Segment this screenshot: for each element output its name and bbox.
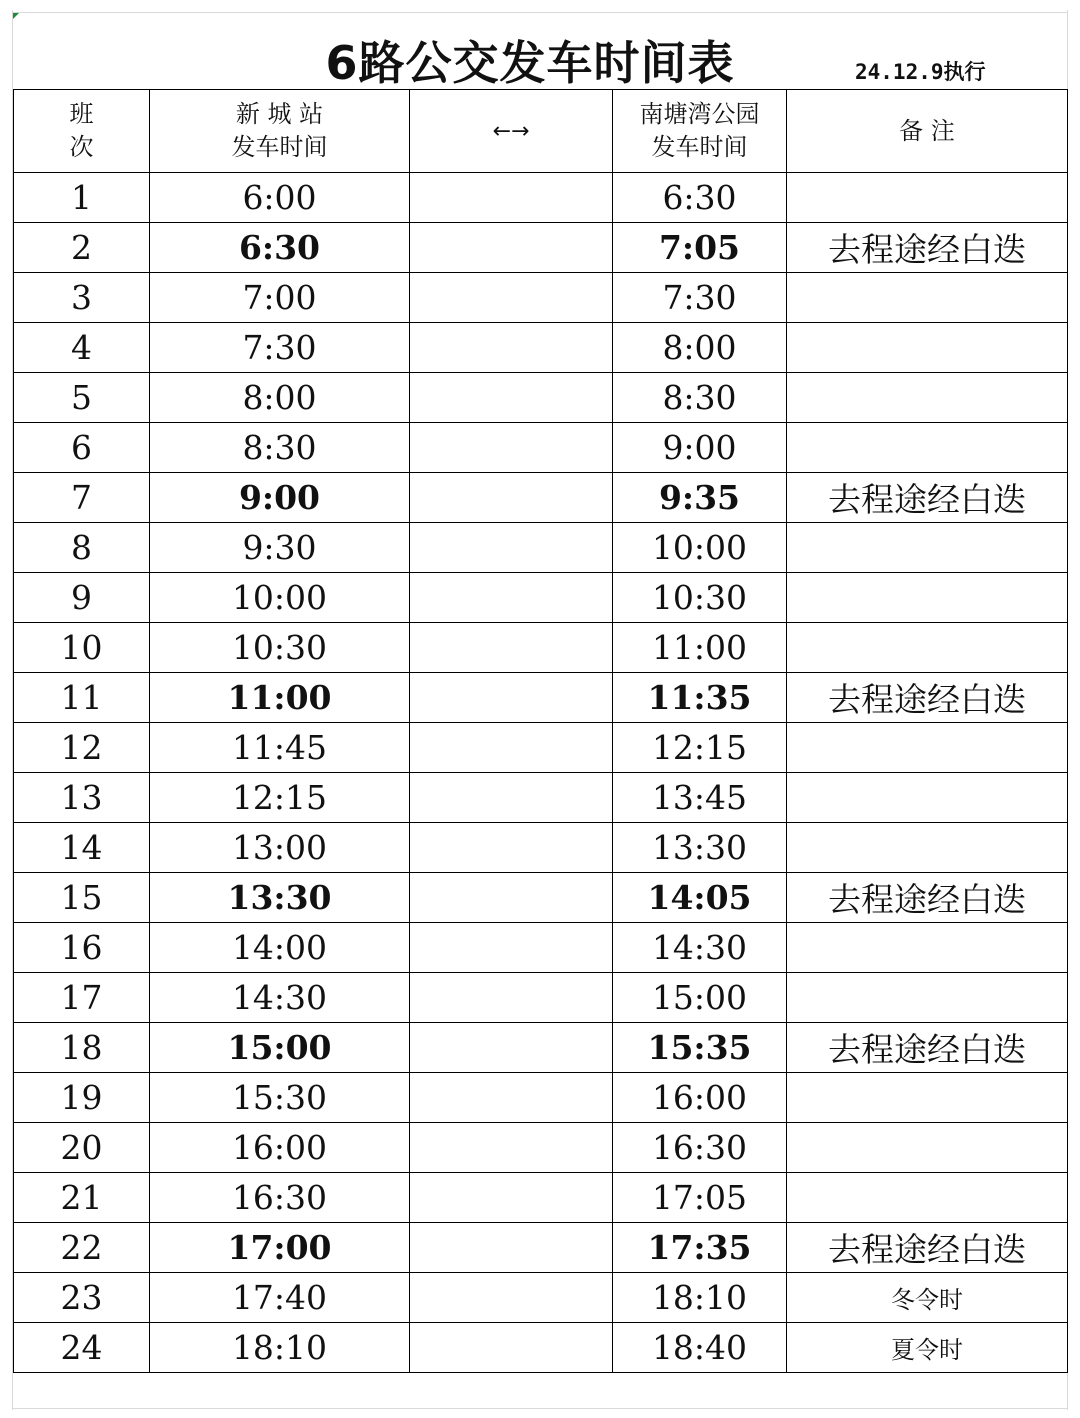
trip-number-cell: 8 [14,523,150,573]
trip-number-cell: 24 [14,1323,150,1373]
note-cell [787,623,1068,673]
return-time-cell: 7:30 [613,273,787,323]
trip-number-cell: 21 [14,1173,150,1223]
direction-cell [410,473,613,523]
trip-number-cell: 7 [14,473,150,523]
return-time-cell: 6:30 [613,173,787,223]
header-note [787,90,1068,173]
note-cell: 冬令时 [787,1273,1068,1323]
trip-number-cell: 17 [14,973,150,1023]
return-time-cell: 18:10 [613,1273,787,1323]
direction-cell [410,323,613,373]
trip-number-cell: 3 [14,273,150,323]
depart-time-cell: 16:00 [150,1123,410,1173]
trip-number-cell: 10 [14,623,150,673]
return-time-cell: 15:35 [613,1023,787,1073]
header-index [14,90,150,173]
trip-number-cell: 5 [14,373,150,423]
header-index-line1: 班 [69,100,94,128]
note-cell [787,1123,1068,1173]
trip-number-cell: 22 [14,1223,150,1273]
depart-time-cell: 9:30 [150,523,410,573]
note-cell [787,1073,1068,1123]
direction-cell [410,273,613,323]
depart-time-cell: 15:00 [150,1023,410,1073]
trip-number-cell: 18 [14,1023,150,1073]
table-row [14,773,1068,823]
return-time-cell: 12:15 [613,723,787,773]
depart-time-cell: 14:30 [150,973,410,1023]
depart-time-cell: 16:30 [150,1173,410,1223]
timetable [13,89,1068,1373]
header-from-line2: 发车时间 [231,133,328,161]
table-row [14,473,1068,523]
note-cell: 去程途经白迭 [787,1023,1068,1073]
return-time-cell: 15:00 [613,973,787,1023]
trip-number-cell: 15 [14,873,150,923]
depart-time-cell: 10:00 [150,573,410,623]
depart-time-cell: 17:00 [150,1223,410,1273]
return-time-cell: 14:05 [613,873,787,923]
header-to-line2: 发车时间 [651,133,748,161]
trip-number-cell: 12 [14,723,150,773]
depart-time-cell: 13:00 [150,823,410,873]
table-row [14,1273,1068,1323]
direction-cell [410,1073,613,1123]
direction-cell [410,223,613,273]
depart-time-cell: 9:00 [150,473,410,523]
return-time-cell: 8:30 [613,373,787,423]
note-cell: 去程途经白迭 [787,673,1068,723]
return-time-cell: 9:35 [613,473,787,523]
gridline [12,1408,1068,1409]
direction-cell [410,773,613,823]
trip-number-cell: 4 [14,323,150,373]
note-cell: 去程途经白迭 [787,223,1068,273]
table-row [14,723,1068,773]
direction-cell [410,1273,613,1323]
depart-time-cell: 6:30 [150,223,410,273]
table-row [14,873,1068,923]
gridline [12,12,1068,13]
table-row [14,1123,1068,1173]
direction-cell [410,573,613,623]
direction-cell [410,873,613,923]
table-row [14,423,1068,473]
return-time-cell: 17:05 [613,1173,787,1223]
return-time-cell: 11:35 [613,673,787,723]
note-cell [787,323,1068,373]
return-time-cell: 18:40 [613,1323,787,1373]
trip-number-cell: 11 [14,673,150,723]
return-time-cell: 9:00 [613,423,787,473]
direction-cell [410,1123,613,1173]
depart-time-cell: 13:30 [150,873,410,923]
direction-cell [410,1323,613,1373]
note-cell [787,573,1068,623]
table-row [14,573,1068,623]
return-time-cell: 16:30 [613,1123,787,1173]
table-row [14,1323,1068,1373]
header-to-line1: 南塘湾公园 [639,100,760,128]
table-row [14,1023,1068,1073]
note-cell [787,773,1068,823]
return-time-cell: 17:35 [613,1223,787,1273]
depart-time-cell: 8:00 [150,373,410,423]
note-cell [787,1173,1068,1223]
header-index-line2: 次 [69,133,94,161]
table-row [14,973,1068,1023]
note-cell [787,423,1068,473]
header-row [14,90,1068,173]
table-row [14,173,1068,223]
bidirectional-arrow-icon: ←→ [492,119,530,144]
return-time-cell: 11:00 [613,623,787,673]
table-row [14,323,1068,373]
note-cell: 去程途经白迭 [787,873,1068,923]
table-row [14,373,1068,423]
trip-number-cell: 6 [14,423,150,473]
note-cell [787,523,1068,573]
direction-cell [410,1173,613,1223]
note-cell [787,823,1068,873]
header-to-station [613,90,787,173]
note-cell [787,923,1068,973]
note-cell: 夏令时 [787,1323,1068,1373]
table-row [14,923,1068,973]
depart-time-cell: 6:00 [150,173,410,223]
table-row [14,1073,1068,1123]
note-cell [787,173,1068,223]
depart-time-cell: 17:40 [150,1273,410,1323]
depart-time-cell: 15:30 [150,1073,410,1123]
cell-corner-marker [13,13,19,19]
return-time-cell: 10:30 [613,573,787,623]
direction-cell [410,423,613,473]
depart-time-cell: 10:30 [150,623,410,673]
note-cell [787,273,1068,323]
empty-row-strip [13,1380,1067,1408]
depart-time-cell: 8:30 [150,423,410,473]
return-time-cell: 7:05 [613,223,787,273]
table-row [14,273,1068,323]
direction-cell [410,973,613,1023]
direction-cell [410,1023,613,1073]
table-row [14,673,1068,723]
note-cell [787,973,1068,1023]
direction-cell [410,723,613,773]
return-time-cell: 10:00 [613,523,787,573]
direction-cell [410,1223,613,1273]
direction-cell [410,623,613,673]
depart-time-cell: 18:10 [150,1323,410,1373]
direction-cell [410,823,613,873]
return-time-cell: 16:00 [613,1073,787,1123]
trip-number-cell: 20 [14,1123,150,1173]
trip-number-cell: 2 [14,223,150,273]
table-row [14,523,1068,573]
depart-time-cell: 7:30 [150,323,410,373]
trip-number-cell: 9 [14,573,150,623]
return-time-cell: 13:30 [613,823,787,873]
table-row [14,623,1068,673]
note-cell [787,373,1068,423]
depart-time-cell: 11:45 [150,723,410,773]
trip-number-cell: 14 [14,823,150,873]
note-cell: 去程途经白迭 [787,1223,1068,1273]
trip-number-cell: 13 [14,773,150,823]
return-time-cell: 14:30 [613,923,787,973]
direction-cell [410,373,613,423]
direction-cell [410,923,613,973]
depart-time-cell: 14:00 [150,923,410,973]
depart-time-cell: 7:00 [150,273,410,323]
direction-cell [410,673,613,723]
header-from-line1: 新 城 站 [235,100,324,128]
return-time-cell: 13:45 [613,773,787,823]
header-direction [410,90,613,173]
trip-number-cell: 19 [14,1073,150,1123]
table-row [14,223,1068,273]
depart-time-cell: 11:00 [150,673,410,723]
table-row [14,823,1068,873]
header-from-station [150,90,410,173]
table-row [14,1173,1068,1223]
note-cell [787,723,1068,773]
trip-number-cell: 1 [14,173,150,223]
direction-cell [410,523,613,573]
return-time-cell: 8:00 [613,323,787,373]
trip-number-cell: 23 [14,1273,150,1323]
note-cell: 去程途经白迭 [787,473,1068,523]
table-row [14,1223,1068,1273]
direction-cell [410,173,613,223]
depart-time-cell: 12:15 [150,773,410,823]
trip-number-cell: 16 [14,923,150,973]
header-note-label: 备 注 [899,116,955,145]
page-title: 6路公交发车时间表 [325,36,735,90]
effective-date: 24.12.9执行 [855,60,986,84]
